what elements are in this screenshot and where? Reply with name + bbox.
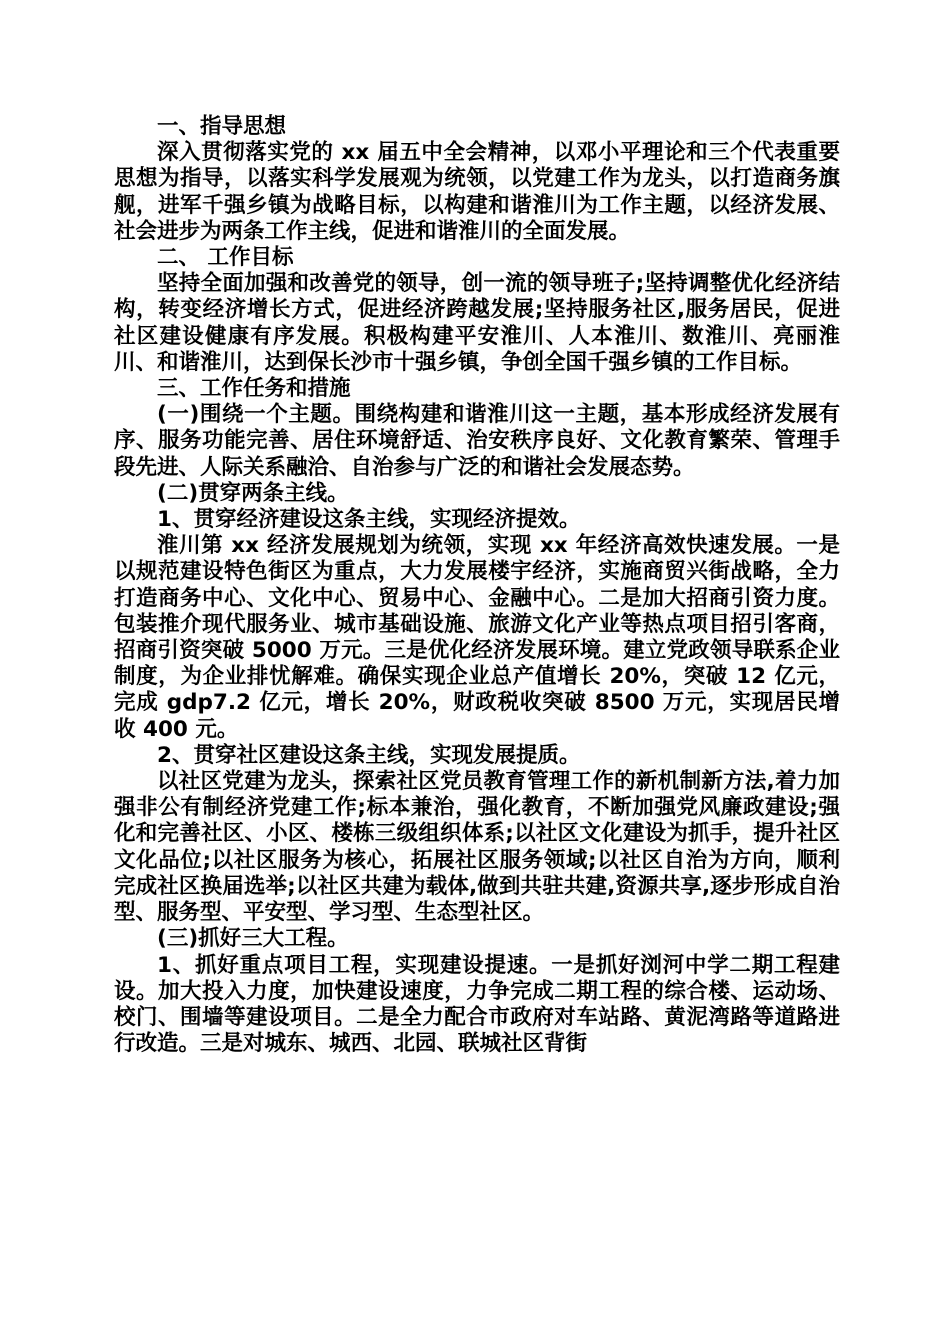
subheading-three-projects: (三)抓好三大工程。 <box>157 926 349 952</box>
subheading-community-line: 2、贯穿社区建设这条主线，实现发展提质。 <box>157 742 581 768</box>
paragraph-work-goals: 坚持全面加强和改善党的领导，创一流的领导班子;坚持调整优化经济结构，转变经济增长方式，促进经济跨越发展;坚持服务社区,服务居民，促进社区建设健康有序发展。积极构建平安淮川、人本淮川、数淮川、亮丽淮川、和谐淮川，达到保长沙市十强乡镇，争创全国千强乡镇的工作目标。 <box>114 271 840 375</box>
paragraph-community-line: 以社区党建为龙头，探索社区党员教育管理工作的新机制新方法,着力加强非公有制经济党建工作;标本兼治，强化教育，不断加强党风廉政建设;强化和完善社区、小区、楼栋三级组织体系;以社区文化建设为抓手，提升社区文化品位;以社区服务为核心，拓展社区服务领域;以社区自治为方向，顺利完成社区换届选举;以社区共建为载体,做到共驻共建,资源共享,逐步形成自治型、服务型、平安型、学习型、生态型社区。 <box>114 769 840 926</box>
section-heading-tasks-measures: 三、工作任务和措施 <box>157 376 351 402</box>
paragraph-economic-line: 淮川第 xx 经济发展规划为统领，实现 xx 年经济高效快速发展。一是以规范建设特色街区为重点，大力发展楼宇经济，实施商贸兴街战略，全力打造商务中心、文化中心、贸易中心、金融中心。二是加大招商引资力度。包装推介现代服务业、城市基础设施、旅游文化产业等热点项目招引客商，招商引资突破 5000 万元。三是优化经济发展环境。建立党政领导联系企业制度，为企业排忧解难。确保实现企业总产值增长 20%，突破 12 亿元，完成 gdp7.2 亿元，增长 20%，财政税收突破 8500 万元，实现居民增收 400 元。 <box>114 533 840 742</box>
section-heading-guiding-thought: 一、指导思想 <box>157 114 287 139</box>
paragraph-one-theme: (一)围绕一个主题。围绕构建和谐淮川这一主题，基本形成经济发展有序、服务功能完善、居住环境舒适、治安秩序良好、文化教育繁荣、管理手段先进、人际关系融洽、自治参与广泛的和谐社会发展态势。 <box>114 402 840 480</box>
subheading-economic-line: 1、贯穿经济建设这条主线，实现经济提效。 <box>157 507 581 533</box>
paragraph-key-projects: 1、抓好重点项目工程，实现建设提速。一是抓好浏河中学二期工程建设。加大投入力度，加快建设速度，力争完成二期工程的综合楼、运动场、校门、围墙等建设项目。二是全力配合市政府对车站路、黄泥湾路等道路进行改造。三是对城东、城西、北园、联城社区背街 <box>114 952 840 1057</box>
paragraph-guiding-thought: 深入贯彻落实党的 xx 届五中全会精神，以邓小平理论和三个代表重要思想为指导，以落实科学发展观为统领，以党建工作为龙头，以打造商务旗舰，进军千强乡镇为战略目标，以构建和谐淮川为工作主题，以经济发展、社会进步为两条工作主线，促进和谐淮川的全面发展。 <box>114 140 840 244</box>
section-heading-work-goals: 二、 工作目标 <box>157 245 294 271</box>
document-page <box>114 114 840 1057</box>
subheading-two-main-lines: (二)贯穿两条主线。 <box>157 480 349 506</box>
